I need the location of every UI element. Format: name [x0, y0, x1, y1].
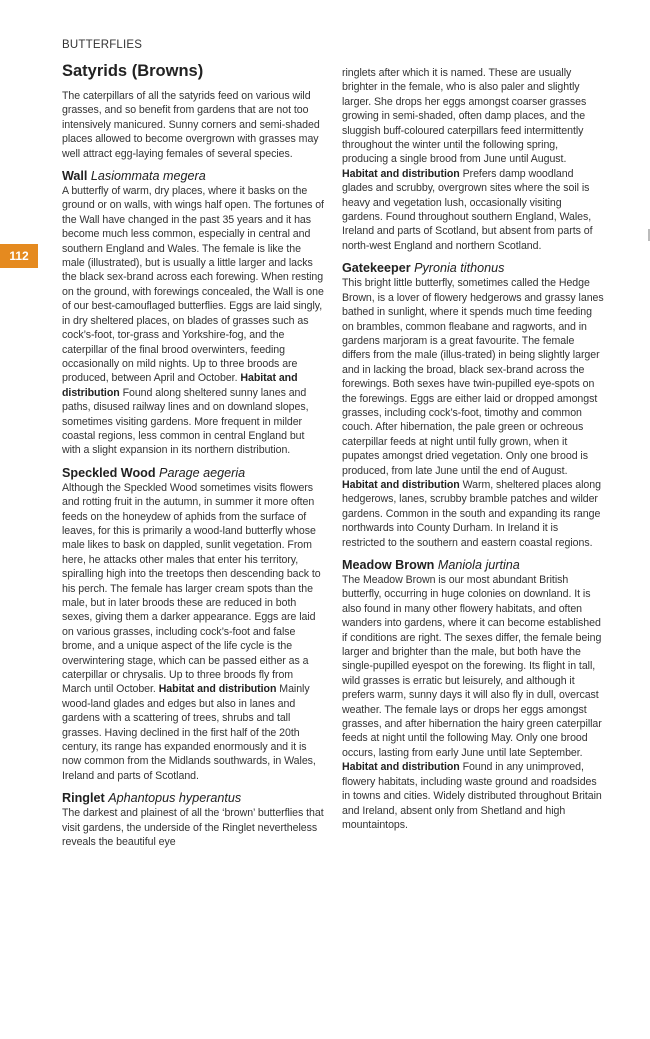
habitat-label: Habitat and distribution [342, 478, 460, 491]
species-heading-meadow-brown [342, 558, 604, 572]
species-description: Although the Speckled Wood sometimes visits flowers and rotting fruit in the autumn, in summer it more often feeds on the honeydew of aphids from the surface of leaves, for this is primarily a wood-land butterfly whose male likes to bask on dappled, sunlit vegetation. From here, he attacks other males that enter his territory, spiralling high into the treetops then descending back to his perch. The female has larger cream spots than the male, but in later broods these are reduced in both sexes, giving them a darker appearance. Eggs are laid on various grasses, including cock’s-foot and false brome, and a unique aspect of the life cycle is the overwintering stage, which can be passed either as a caterpillar or chrysalis. Up to three broods fly from March until October. [62, 481, 321, 696]
species-name: Gatekeeper [342, 261, 411, 276]
habitat-label: Habitat and distribution [342, 761, 460, 774]
species-text-ringlet-cont [342, 66, 604, 253]
species-description: ringlets after which it is named. These are usually brighter in the female, who is also paler and slightly larger. She drops her eggs amongst coarser grasses growing in semi-shaded, often damp places, and the sluggish buff-coloured caterpillars feed intermittently throughout the winter until the following spring, producing a single brood from June until August. [342, 67, 587, 166]
species-latin-name: Aphantopus hyperantus [108, 791, 242, 806]
running-head: BUTTERFLIES [62, 39, 143, 51]
species-latin-name: Parage aegeria [159, 465, 246, 480]
species-text-speckled-wood [62, 481, 324, 784]
left-column [62, 62, 324, 850]
intro-paragraph: The caterpillars of all the satyrids feed on various wild grasses, and so benefit from gardens that are not too intensively manicured. Sunny corners and semi-shaded places allowed to become overgrown with grasses may well attract egg-laying females of several species. [62, 90, 320, 160]
species-heading-ringlet [62, 791, 324, 805]
habitat-text: Found along sheltered sunny lanes and paths, disused railway lines and on downland slopes, sometimes visiting gardens. More frequent in milder coastal regions, less common in central England but with a slight expansion in its northern distribution. [62, 386, 309, 457]
species-latin-name: Maniola jurtina [437, 558, 520, 572]
species-description: This bright little butterfly, sometimes called the Hedge Brown, is a lover of flowery hedgerows and grassy lanes bathed in sunlight, where it spends much time feeding on brambles, common fleabane and ragworts, and in gardens marjoram is a great favourite. The female differs from the male (illus-trated) in being slightly larger and in lacking the broad, black sex-brand across the forewings. Both sexes have twin-pupilled eye-spots on the forewings. Eggs are either laid or dropped amongst grasses, including cock’s-foot, timothy and common couch. After hibernation, the pale green or ochreous caterpillar feeds at night until fully grown, when it pupates amongst dried vegetation. Only one brood is produced, from late June until the end of August. [342, 277, 604, 477]
species-latin-name: Pyronia tithonus [414, 261, 505, 276]
species-text-wall [62, 184, 324, 458]
species-name: Speckled Wood [62, 465, 156, 480]
species-text-ringlet-start [62, 806, 324, 849]
habitat-text: Found in any unimproved, flowery habitats, including waste ground and roadsides in towns and cities. Widely distributed throughout Britain and Ireland, absent only from Shetland and high mountaintops. [342, 761, 602, 831]
species-text-gatekeeper [342, 276, 604, 550]
species-heading-wall [62, 169, 324, 183]
species-latin-name: Lasiommata megera [90, 169, 206, 184]
species-heading-gatekeeper [342, 261, 604, 275]
habitat-text: Warm, sheltered places along hedgerows, lanes, scrubby bramble patches and wilder gardens. Common in the south and expanding its range northwards into County Durham. In Ireland it is restricted to the southern and eastern coastal regions. [342, 478, 601, 549]
species-heading-speckled-wood [62, 466, 324, 480]
habitat-text: Prefers damp woodland glades and scrubby, overgrown sites where the soil is heavy and vegetation lush, occasionally visiting gardens. Found throughout southern England, Wales, Ireland and parts of Scotland, but absent from parts of north-west England and northern Scotland. [342, 167, 593, 252]
page-number-tab: 112 [0, 244, 38, 268]
right-column [342, 66, 604, 832]
species-name: Wall [62, 169, 88, 184]
habitat-label: Habitat and distribution [342, 167, 460, 180]
species-text-meadow-brown [342, 573, 604, 832]
species-description: A butterfly of warm, dry places, where it basks on the ground or on walls, with wings half open. The fortunes of the Wall have changed in the past 35 years and it has become much less common, especially in central and southern England and Wales. The female is like the male (illustrated), but is usually a little larger and lacks the black sex-brand across each forewing. When resting on the ground, with forewings concealed, the Wall is one of our best-camouflaged butterflies. Eggs are laid singly, in dry sheltered places, on blades of grasses such as cock’s-foot, tor-grass and Yorkshire-fog, and the caterpillar of the final brood overwinters, feeding occasionally on mild nights. Up to three broods are produced, between April and October. [62, 185, 324, 385]
habitat-label: Habitat and distribution [158, 683, 277, 696]
species-name: Ringlet [62, 791, 105, 806]
habitat-label: Habitat and distribution [62, 372, 298, 399]
species-name: Meadow Brown [342, 558, 435, 572]
page-title: Satyrids (Browns) [62, 62, 204, 80]
habitat-text: Mainly wood-land glades and edges but also in lanes and gardens with a scattering of trees, shrubs and tall grasses. Having declined in the first half of the 20th century, its range has expanded enormously and it is now common from the Midlands southwards, in Wales, Ireland and parts of Scotland. [62, 683, 316, 782]
species-description: The Meadow Brown is our most abundant British butterfly, occurring in huge colonies on downland. It is also found in many other flowery habitats, and often wanders into gardens, where it can become established if conditions are right. The sexes differ, the female being larger and brighter than the male, but both have the single-pupilled eyespot on the forewing. Its flight in tall, wild grasses is erratic but leisurely, and although it prefers warm, sunny days it will also fly in dull, overcast weather. The female lays or drops her eggs amongst grasses, and after hibernation the hairy green caterpillar feeds at night until the following May. Only one brood occurs, lasting from early June until late September. [342, 574, 602, 759]
species-description: The darkest and plainest of all the ‘brown’ butterflies that visit gardens, the underside of the Ringlet nevertheless reveals the beautiful eye [62, 807, 324, 849]
